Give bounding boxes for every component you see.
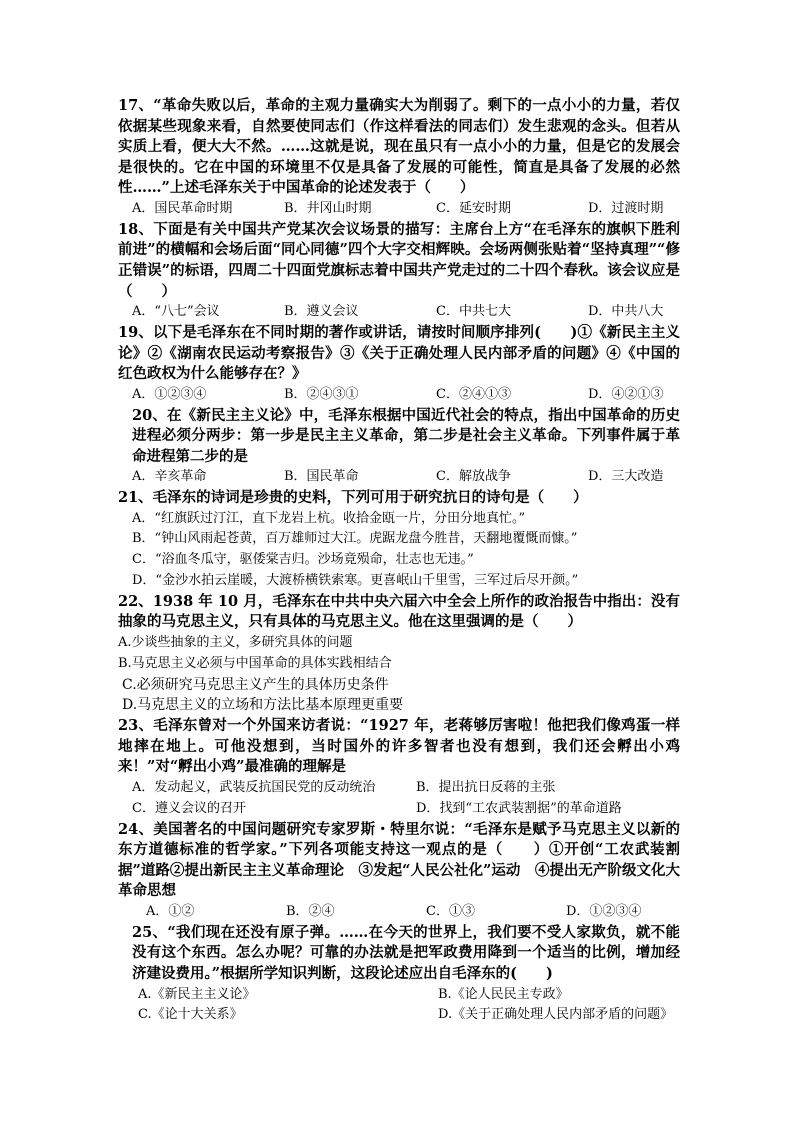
question-stem: 21、毛泽东的诗词是珍贵的史料，下列可用于研究抗日的诗句是（ ） <box>118 489 588 507</box>
option-b: B．国民革命 <box>284 469 359 485</box>
options-row-1 <box>118 985 680 1006</box>
option-a: A．“红旗跃过汀江，直下龙岩上杭。收拾金瓯一片，分田分地真忙。” <box>132 510 526 526</box>
option-d: D.马克思主义的立场和方法比基本原理更重要 <box>122 697 404 714</box>
option-c: C．①③ <box>426 904 475 919</box>
option-a: A．发动起义，武装反抗国民党的反动统治 <box>132 780 376 796</box>
question-22 <box>118 592 680 716</box>
option-d: D．中共八大 <box>588 304 664 320</box>
option-b: B．提出抗日反蒋的主张 <box>416 780 556 796</box>
options-row-2 <box>118 1005 680 1026</box>
option-a: A．①②③④ <box>132 386 207 402</box>
options-row-1 <box>118 778 680 799</box>
option-b: B.马克思主义必须与中国革命的具体实践相结合 <box>118 655 392 671</box>
option-a: A．国民革命时期 <box>132 200 233 216</box>
option-a: A．辛亥革命 <box>132 469 207 485</box>
question-stem: 24、美国著名的中国问题研究专家罗斯・特里尔说：“毛泽东是赋予马克思主义以新的东方道德标准的哲学家。”下列各项能支持这一观点的是（ ）①开创“工农武装割据”道路②提出新民主主义革命理论 ③发起“人民公社化”运动 ④提出无产阶级文化大革命思想 <box>118 820 680 900</box>
question-19 <box>118 323 680 406</box>
question-stem: 22、1938 年 10 月，毛泽东在中共中央六届六中全会上所作的政治报告中指出：没有抽象的马克思主义，只有具体的马克思主义。他在这里强调的是（ ） <box>118 592 680 631</box>
question-stem: 23、毛泽东曾对一个外国来访者说：“1927 年，老蒋够厉害啦！他把我们像鸡蛋一样地摔在地上。可他没想到，当时国外的许多智者也没有想到，我们还会孵出小鸡来！”对“孵出小鸡”最准确的理解是 <box>118 717 680 776</box>
option-d: D．“金沙水拍云崖暖，大渡桥横铁索寒。更喜岷山千里雪，三军过后尽开颜。” <box>132 573 579 589</box>
options <box>118 302 680 323</box>
option-c: C．遵义会议的召开 <box>132 800 246 816</box>
option-a: A．①② <box>146 904 195 919</box>
option-d: D．④②①③ <box>588 386 664 402</box>
option-c: C．“浴血冬瓜守，驱倭棠吉归。沙场竟殒命，壮志也无违。” <box>132 552 474 568</box>
option-d: D．①②③④ <box>566 904 642 919</box>
question-stem: 17、“革命失败以后，革命的主观力量确实大为削弱了。剩下的一点小小的力量，若仅依据某些现象来看，自然要使同志们（作这样看法的同志们）发生悲观的念头。但若从实质上看，便大大不然。……这就是说，现在虽只有一点小小的力量，但是它的发展会是很快的。它在中国的环境里不仅是具备了发展的可能性，简直是具备了发展的必然性……”上述毛泽东关于中国革命的论述发表于（ ） <box>118 97 680 197</box>
option-a-text: A.少谈些抽象的主义，多研究具体的问题 <box>118 635 353 651</box>
option-d: D．找到“工农武装割据”的革命道路 <box>416 800 622 816</box>
option-c: C．解放战争 <box>436 469 511 485</box>
question-stem: 20、在《新民主主义论》中，毛泽东根据中国近代社会的特点，指出中国革命的历史进程必须分两步：第一步是民主主义革命，第二步是社会主义革命。下列事件属于革命进程第二步的是 <box>132 406 680 465</box>
option-c: C.《论十大关系》 <box>138 1007 243 1023</box>
options <box>118 902 680 923</box>
option-b: B.《论人民民主专政》 <box>438 986 569 1002</box>
question-stem: 18、下面是有关中国共产党某次会议场景的描写：主席台上方“在毛泽东的旗帜下胜利前进”的横幅和会场后面“同心同德”四个大字交相辉映。会场两侧张贴着“坚持真理”“修正错误”的标语，四周二十四面党旗标志着中国共产党走过的二十四个春秋。该会议应是（ ） <box>118 220 680 300</box>
question-18 <box>118 220 680 323</box>
option-b: B．②④ <box>286 904 335 919</box>
exam-page <box>118 96 680 1026</box>
question-25 <box>118 923 680 1026</box>
option-b: B．遵义会议 <box>284 304 359 320</box>
options-row-2 <box>118 799 680 820</box>
option-d: D.《关于正确处理人民内部矛盾的问题》 <box>438 1007 674 1023</box>
option-a <box>118 633 680 654</box>
question-17 <box>118 96 680 220</box>
option-b: B．井冈山时期 <box>284 200 372 216</box>
option-c: C.必须研究马克思主义产生的具体历史条件 <box>122 676 389 693</box>
option-c: C．②④①③ <box>436 386 511 402</box>
question-20 <box>118 406 680 489</box>
question-21 <box>118 488 680 592</box>
option-c: C．延安时期 <box>436 200 511 216</box>
option-a: A.《新民主主义论》 <box>138 986 256 1002</box>
options <box>118 467 680 488</box>
options <box>118 385 680 406</box>
option-c: C．中共七大 <box>436 304 511 320</box>
option-a: A．“八七”会议 <box>132 304 220 320</box>
option-b: B．“钟山风雨起苍黄，百万雄师过大江。虎踞龙盘今胜昔，天翻地覆慨而慷。” <box>132 531 578 547</box>
option-d: D．三大改造 <box>588 469 664 485</box>
option-b: B．②④③① <box>284 386 359 402</box>
option-d: D．过渡时期 <box>588 200 664 216</box>
question-stem: 19、以下是毛泽东在不同时期的著作或讲话，请按时间顺序排列( )①《新民主主义论》②《湖南农民运动考察报告》③《关于正确处理人民内部矛盾的问题》④《中国的红色政权为什么能够存在？》 <box>118 323 680 383</box>
question-24 <box>118 820 680 923</box>
options <box>118 199 680 220</box>
question-stem: 25、“我们现在还没有原子弹。……在今天的世界上，我们要不受人家欺负，就不能没有这个东西。怎么办呢？可靠的办法就是把军政费用降到一个适当的比例，增加经济建设费用。”根据所学知识判断，这段论述应出自毛泽东的( ) <box>132 923 680 982</box>
question-23 <box>118 716 680 819</box>
